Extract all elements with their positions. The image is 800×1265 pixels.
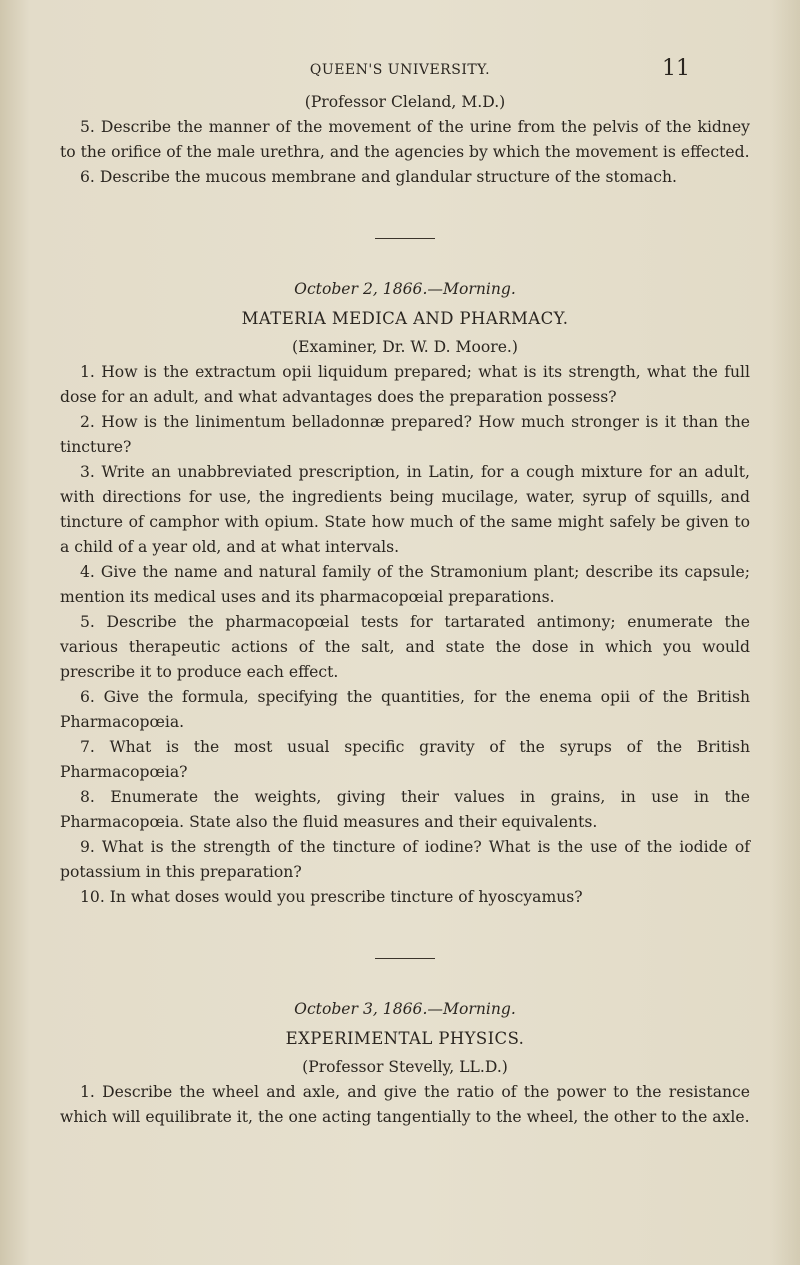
page-header — [0, 56, 800, 86]
examiner-line-3: (Professor Stevelly, LL.D.) — [302, 1058, 508, 1076]
page-number: 11 — [662, 56, 690, 81]
question: 5. Describe the pharmacopœial tests for tartarated antimony; enumerate the various therapeutic actions of the salt, and state the dose in which you would prescribe it to produce each effect. — [60, 613, 750, 681]
section-divider — [375, 238, 435, 239]
question: 9. What is the strength of the tincture of iodine? What is the use of the iodide of potassium in this preparation? — [60, 838, 750, 881]
question: 10. In what doses would you prescribe tincture of hyoscyamus? — [80, 888, 583, 906]
page-content — [60, 84, 750, 1130]
examiner-line-1: (Professor Cleland, M.D.) — [304, 93, 506, 111]
section-title-materia-medica: MATERIA MEDICA AND PHARMACY. — [241, 309, 569, 328]
question: 1. Describe the wheel and axle, and give the ratio of the power to the resistance which will equilibrate it, the one acting tangentially to the wheel, the other to the axle. — [60, 1083, 750, 1126]
running-title: QUEEN'S UNIVERSITY. — [309, 62, 491, 78]
question: 7. What is the most usual specific gravity of the syrups of the British Pharmacopœia? — [60, 738, 750, 781]
section-divider — [375, 958, 435, 959]
exam-date-2: October 2, 1866.—Morning. — [294, 280, 516, 298]
question: 6. Describe the mucous membrane and glandular structure of the stomach. — [80, 168, 677, 186]
question: 3. Write an unabbreviated prescription, in Latin, for a cough mixture for an adult, with directions for use, the ingredients being mucilage, water, syrup of squills, and tincture of camphor with opium. State how much of the same might safely be given to a child of a year old, and at what intervals. — [60, 463, 750, 556]
examiner-line-2: (Examiner, Dr. W. D. Moore.) — [292, 338, 518, 356]
question: 5. Describe the manner of the movement of the urine from the pelvis of the kidney to the orifice of the male urethra, and the agencies by which the movement is effected. — [60, 118, 750, 161]
question: 2. How is the linimentum belladonnæ prepared? How much stronger is it than the tincture? — [60, 413, 750, 456]
exam-date-3: October 3, 1866.—Morning. — [294, 1000, 516, 1018]
question: 6. Give the formula, specifying the quantities, for the enema opii of the British Pharmacopœia. — [60, 688, 750, 731]
question: 8. Enumerate the weights, giving their values in grains, in use in the Pharmacopœia. State also the fluid measures and their equivalents. — [60, 788, 750, 831]
question: 4. Give the name and natural family of the Stramonium plant; describe its capsule; mention its medical uses and its pharmacopœial preparations. — [60, 563, 750, 606]
section-title-experimental-physics: EXPERIMENTAL PHYSICS. — [285, 1029, 525, 1048]
question: 1. How is the extractum opii liquidum prepared; what is its strength, what the full dose for an adult, and what advantages does the preparation possess? — [60, 363, 750, 406]
